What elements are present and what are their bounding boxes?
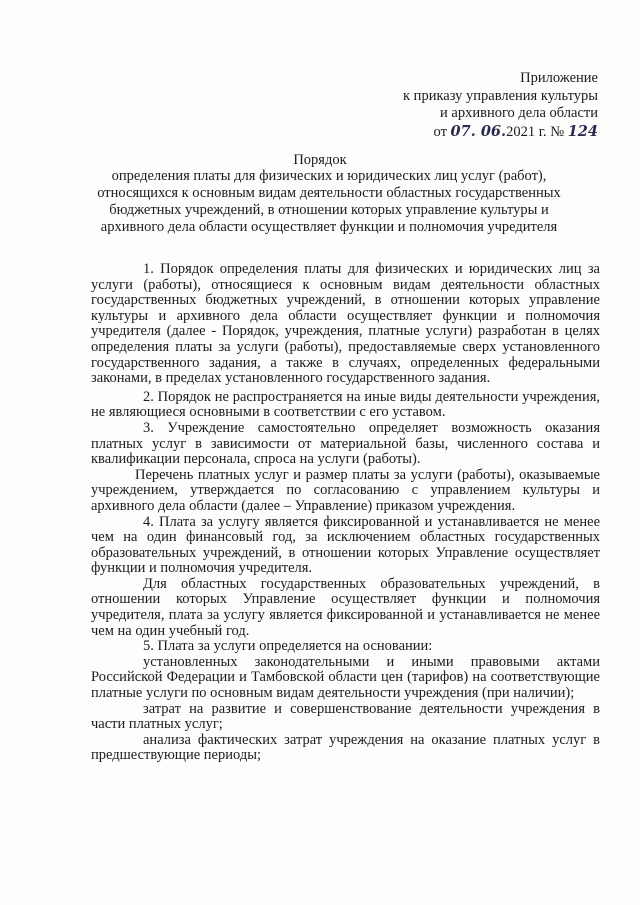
paragraph-7: 5. Плата за услуги определяется на основании: <box>143 638 433 655</box>
paragraph-1: 1. Порядок определения платы для физических и юридических лиц за услуги (работы), относящиеся к основным видам деятельности областных государственных бюджетных учреждений, в отношении которых управление культуры и архивного дела области осуществляет функции и полномочия учредителя (далее - Порядок, учреждения, платные услуги) разработан в целях определения платы за услуги (работы), предоставляемые сверх установленного государственного задания, а также в случаях, определенных федеральными законами, в пределах установленного государственного задания. <box>91 261 600 387</box>
appendix-line-3: и архивного дела области <box>440 105 598 121</box>
appendix-header <box>403 70 598 141</box>
date-suffix: 2021 г. № <box>506 123 565 140</box>
appendix-line-1: Приложение <box>520 70 598 86</box>
document-body <box>91 262 600 764</box>
date-prefix: от <box>433 123 447 140</box>
handwritten-date: 07. 06. <box>450 122 507 140</box>
handwritten-number: 124 <box>567 122 598 140</box>
paragraph-3: 3. Учреждение самостоятельно определяет возможность оказания платных услуг в зависимости от материальной базы, численного состава и квалификации персонала, спроса на услуги (работы). <box>91 419 600 468</box>
paragraph-6: Для областных государственных образовательных учреждений, в отношении которых Управление осуществляет функции и полномочия учредителя, плата за услугу является фиксированной и устанавливается не менее чем на один учебный год. <box>91 575 600 639</box>
paragraph-9: затрат на развитие и совершенствование деятельности учреждения в части платных услуг; <box>91 700 600 733</box>
appendix-date-line <box>403 123 598 142</box>
document-subtitle: определения платы для физических и юридических лиц услуг (работ), относящихся к основным видам деятельности областных государственных бюджетных учреждений, в отношении которых управление культуры и архивного дела области осуществляет функции и полномочия учредителя <box>97 168 561 235</box>
paragraph-4: Перечень платных услуг и размер платы за услуги (работы), оказываемые учреждением, утверждается по согласованию с управлением культуры и архивного дела области (далее – Управление) приказом учреждения. <box>91 466 600 514</box>
document-title: Порядок <box>293 152 347 168</box>
paragraph-10: анализа фактических затрат учреждения на оказание платных услуг в предшествующие периоды; <box>91 731 600 764</box>
paragraph-8: установленных законодательными и иными правовыми актами Российской Федерации и Тамбовской области цен (тарифов) на соответствующие платные услуги по основным видам деятельности учреждения (при наличии); <box>91 653 600 702</box>
paragraph-2: 2. Порядок не распространяется на иные виды деятельности учреждения, не являющиеся основными в соответствии с его уставом. <box>91 388 600 421</box>
appendix-line-2: к приказу управления культуры <box>403 87 598 104</box>
paragraph-5: 4. Плата за услугу является фиксированной и устанавливается не менее чем на один финансовый год, за исключением областных государственных образовательных учреждений, в отношении которых Управление осуществляет функции и полномочия учредителя. <box>91 513 600 577</box>
